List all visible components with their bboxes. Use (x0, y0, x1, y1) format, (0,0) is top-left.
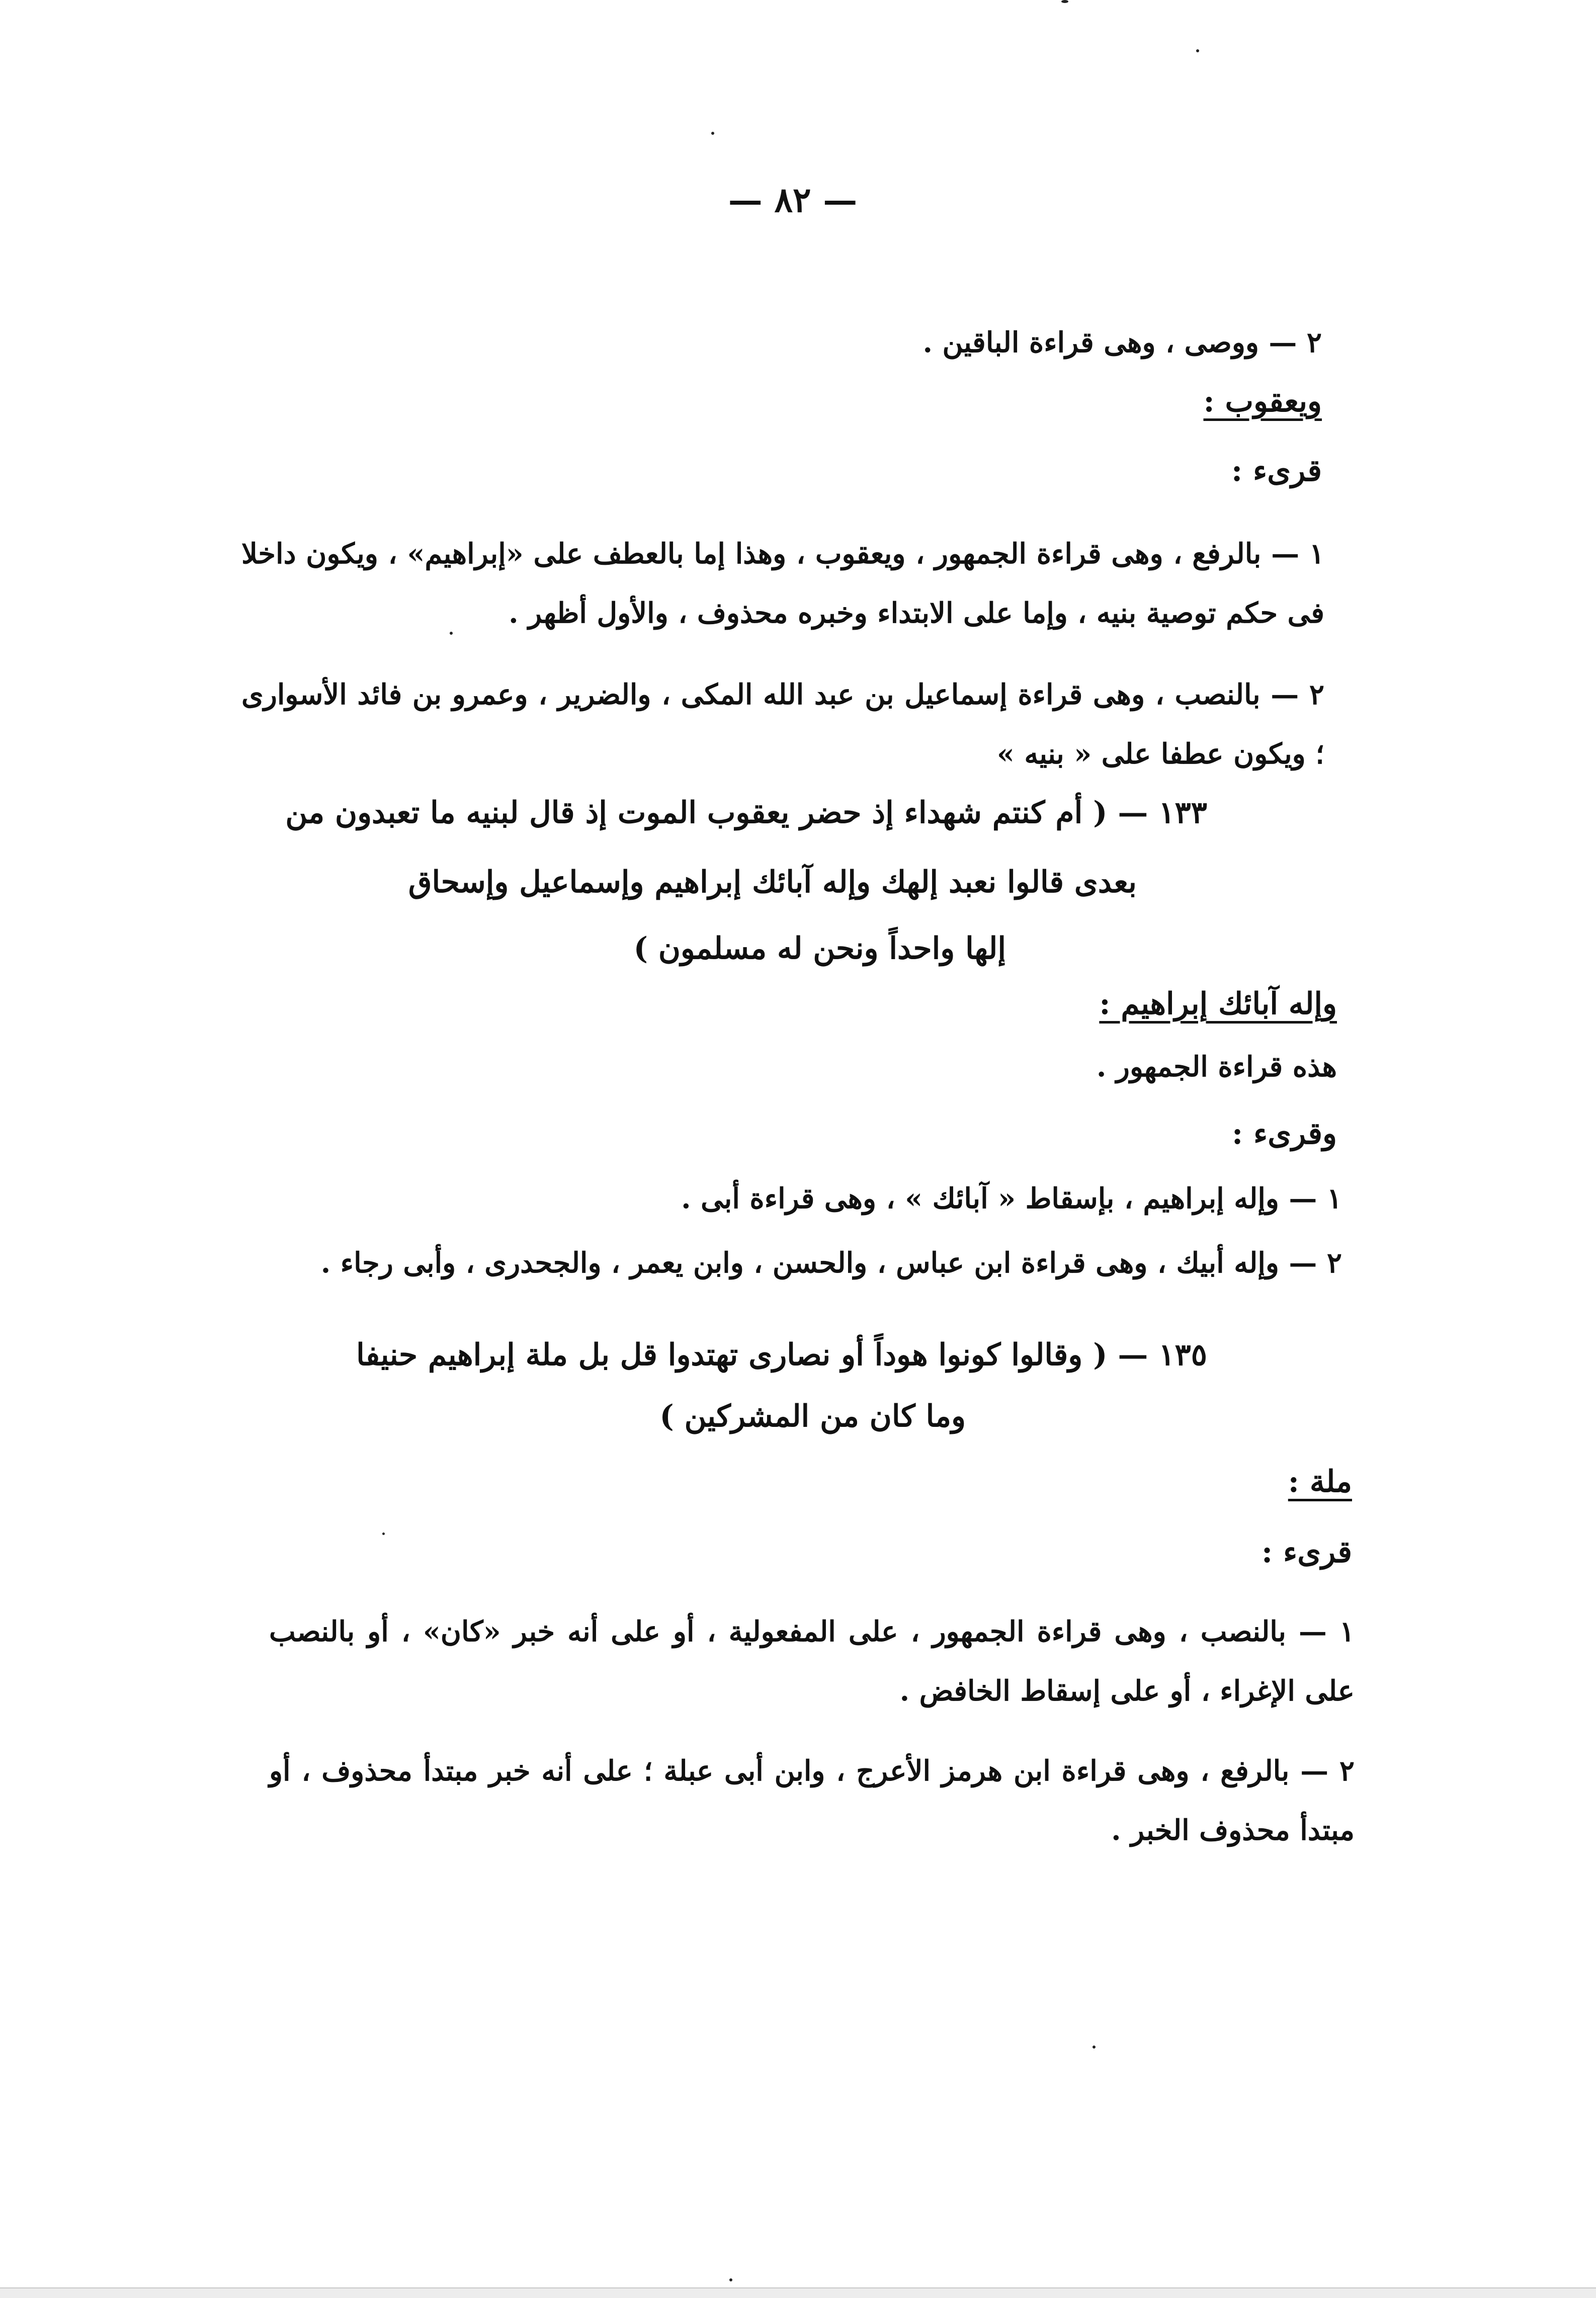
page-number: — ٨٢ — (728, 180, 858, 220)
paragraph-3: ١ — بالنصب ، وهى قراءة الجمهور ، على المفعولية ، أو على أنه خبر «كان» ، أو بالنصب على الإغراء ، أو على إسقاط الخافض . (269, 1615, 1355, 1708)
paragraph-2: ٢ — بالنصب ، وهى قراءة إسماعيل بن عبد الله المكى ، والضرير ، وعمرو بن فائد الأسوارى ؛ ويكون عطفا على « بنيه » (241, 678, 1324, 771)
verse-135-line-2: وما كان من المشركين ) (659, 1399, 966, 1434)
scan-speck (450, 632, 453, 635)
subheading-wa-quri: وقرىء : (1232, 1116, 1337, 1151)
verse-133-line-1: ١٣٣ — ( أم كنتم شهداء إذ حضر يعقوب الموت إذ قال لبنيه ما تعبدون من (285, 795, 1207, 830)
paragraph-4: ٢ — بالرفع ، وهى قراءة ابن هرمز الأعرج ، وابن أبى عبلة ؛ على أنه خبر مبتدأ محذوف ، أو مبتدأ محذوف الخبر . (269, 1754, 1355, 1847)
page-bottom-edge (0, 2287, 1596, 2298)
scan-speck (711, 132, 714, 135)
subheading-quri-2: قرىء : (1262, 1535, 1352, 1570)
text-line-1: ٢ — ووصى ، وهى قراءة الباقين . (922, 326, 1322, 359)
paragraph-1: ١ — بالرفع ، وهى قراءة الجمهور ، ويعقوب ، وهذا إما بالعطف على «إبراهيم» ، ويكون داخلا فى حكم توصية بنيه ، وإما على الابتداء وخبره محذوف ، والأول أظهر . (241, 537, 1324, 630)
scan-speck (1061, 0, 1068, 3)
subheading-quri: قرىء : (1231, 453, 1322, 488)
verse-133-line-2: بعدى قالوا نعبد إلهك وإله آبائك إبراهيم وإسماعيل وإسحاق (408, 865, 1137, 900)
section-heading-wa-ilah: وإله آبائك إبراهيم : (1099, 986, 1337, 1022)
section-heading-yaqub: ويعقوب : (1203, 384, 1322, 419)
scan-speck (382, 1533, 385, 1535)
verse-135-line-1: ١٣٥ — ( وقالوا كونوا هوداً أو نصارى تهتدوا قل بل ملة إبراهيم حنيفا (356, 1337, 1207, 1373)
scan-speck (729, 2278, 732, 2281)
scan-speck (1093, 2046, 1096, 2049)
text-line-jumhur: هذه قراءة الجمهور . (1096, 1050, 1337, 1083)
scan-speck (1196, 49, 1199, 52)
verse-133-line-3: إلها واحداً ونحن له مسلمون ) (633, 931, 1006, 966)
section-heading-millah: ملة : (1288, 1464, 1352, 1499)
reading-1: ١ — وإله إبراهيم ، بإسقاط « آبائك » ، وهى قراءة أبى . (681, 1182, 1342, 1215)
reading-2: ٢ — وإله أبيك ، وهى قراءة ابن عباس ، والحسن ، وابن يعمر ، والجحدرى ، وأبى رجاء . (320, 1246, 1342, 1280)
